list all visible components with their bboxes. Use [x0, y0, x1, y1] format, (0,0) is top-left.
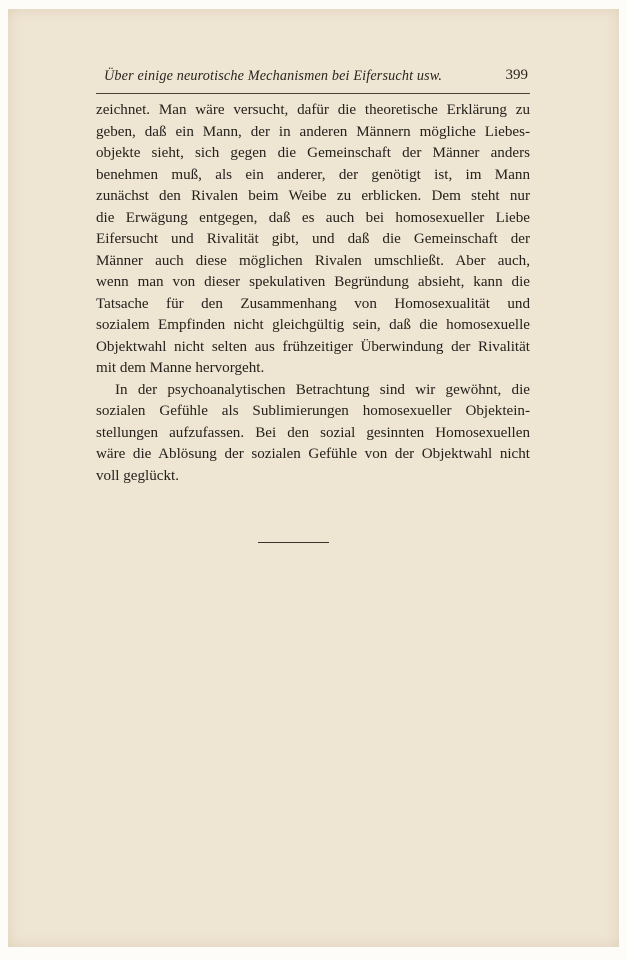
page-header — [96, 66, 530, 90]
paragraph — [96, 100, 530, 380]
body-text — [96, 100, 530, 487]
text-line: In der psychoanalytischen Betrachtung sind wir gewöhnt, die — [115, 381, 530, 398]
page-number: 399 — [505, 67, 528, 83]
text-line: Objektwahl nicht selten aus frühzeitiger Überwindung der Rivalität — [96, 338, 530, 355]
text-line: zeichnet. Man wäre versucht, dafür die theoretische Erklärung zu — [96, 102, 530, 118]
text-line: stellungen aufzufassen. Bei den sozial gesinnten Homosexuellen — [96, 424, 530, 441]
text-line: Männer auch diese möglichen Rivalen umschließt. Aber auch, — [96, 252, 530, 269]
text-line: Eifersucht und Rivalität gibt, und daß die Gemeinschaft der — [96, 231, 530, 247]
text-line: geben, daß ein Mann, der in anderen Männern mögliche Liebes- — [96, 123, 530, 140]
text-line: voll geglückt. — [96, 467, 180, 484]
text-line: sozialem Empfinden nicht gleichgültig sein, daß die homosexuelle — [96, 317, 530, 333]
text-line: wenn man von dieser spekulativen Begründung absieht, kann die — [96, 274, 530, 290]
text-line: die Erwägung entgegen, daß es auch bei homosexueller Liebe — [96, 209, 530, 226]
paragraph — [96, 380, 530, 488]
text-line: zunächst den Rivalen beim Weibe zu erblicken. Dem steht nur — [96, 188, 530, 204]
text-line: Tatsache für den Zusammenhang von Homosexualität und — [96, 295, 530, 312]
text-line: benehmen muß, als ein anderer, der genötigt ist, im Mann — [96, 166, 530, 183]
section-end-rule — [258, 542, 329, 543]
text-line: objekte sieht, sich gegen die Gemeinschaft der Männer anders — [96, 145, 530, 161]
text-line: sozialen Gefühle als Sublimierungen homosexueller Objektein- — [96, 403, 530, 419]
text-line: mit dem Manne hervorgeht. — [96, 360, 265, 376]
text-line: wäre die Ablösung der sozialen Gefühle von der Objektwahl nicht — [96, 446, 530, 462]
running-title: Über einige neurotische Mechanismen bei Eifersucht usw. — [104, 68, 443, 84]
header-rule — [96, 93, 530, 94]
